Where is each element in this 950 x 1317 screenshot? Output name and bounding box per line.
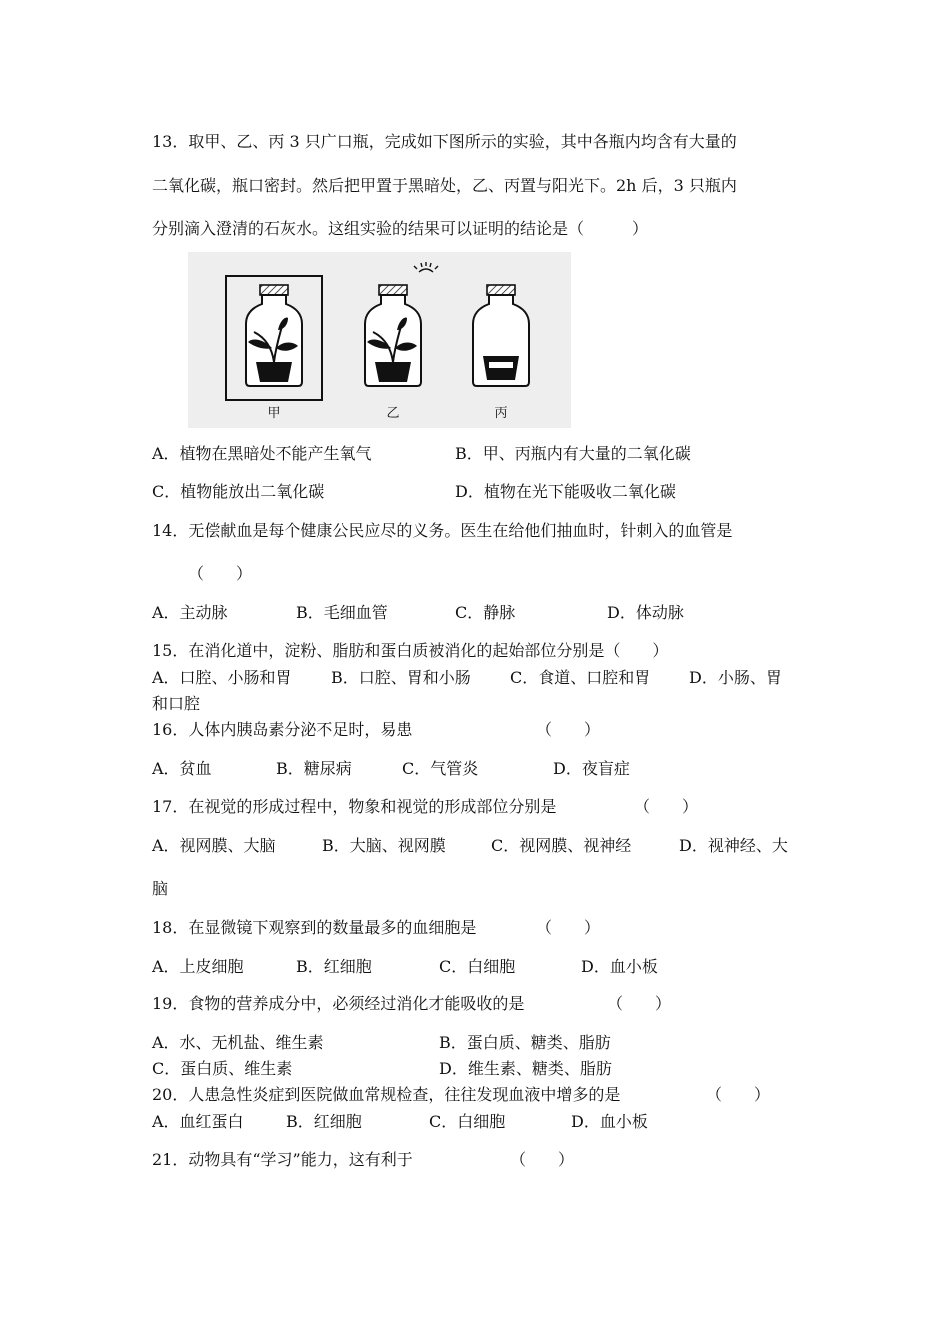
q13-option-b: B．甲、丙瓶内有大量的二氧化碳 bbox=[455, 444, 691, 463]
jar-bing bbox=[473, 285, 529, 386]
q21-answer-paren: （ ） bbox=[510, 1150, 575, 1169]
q14-option-b: B．毛细血管 bbox=[296, 603, 388, 622]
q15-option-c: C．食道、口腔和胃 bbox=[510, 668, 651, 687]
q18-option-b: B．红细胞 bbox=[296, 957, 372, 976]
q17-option-b: B．大脑、视网膜 bbox=[322, 836, 446, 855]
q21-stem-line1: 21．动物具有“学习”能力，这有利于 bbox=[152, 1150, 413, 1169]
q17-option-c: C．视网膜、视神经 bbox=[491, 836, 632, 855]
q17-option-d-cont: 脑 bbox=[152, 879, 169, 898]
q16-stem-line1: 16．人体内胰岛素分泌不足时，易患 bbox=[152, 720, 413, 739]
q18-option-d: D．血小板 bbox=[581, 957, 658, 976]
q13-option-c: C．植物能放出二氧化碳 bbox=[152, 482, 325, 501]
jar-yi bbox=[365, 285, 421, 386]
q13-stem-line1: 13．取甲、乙、丙 3 只广口瓶，完成如下图所示的实验，其中各瓶内均含有大量的 bbox=[152, 132, 737, 151]
q16-option-b: B．糖尿病 bbox=[276, 759, 352, 778]
q20-stem-line1: 20．人患急性炎症到医院做血常规检查，往往发现血液中增多的是 bbox=[152, 1085, 621, 1104]
q19-option-b: B．蛋白质、糖类、脂肪 bbox=[439, 1033, 611, 1052]
q19-option-c: C．蛋白质、维生素 bbox=[152, 1059, 293, 1078]
q14-option-c: C．静脉 bbox=[455, 603, 516, 622]
sun-icon bbox=[414, 262, 438, 272]
q18-option-c: C．白细胞 bbox=[439, 957, 516, 976]
q17-answer-paren: （ ） bbox=[634, 797, 699, 816]
q15-option-b: B．口腔、胃和小肠 bbox=[331, 668, 471, 687]
q19-option-a: A．水、无机盐、维生素 bbox=[152, 1033, 324, 1052]
q20-answer-paren: （ ） bbox=[706, 1085, 771, 1104]
label-jia: 甲 bbox=[267, 406, 281, 421]
q13-experiment-figure bbox=[188, 252, 571, 428]
q14-option-d: D．体动脉 bbox=[607, 603, 684, 622]
q19-answer-paren: （ ） bbox=[607, 994, 672, 1013]
q16-option-c: C．气管炎 bbox=[402, 759, 479, 778]
label-yi: 乙 bbox=[386, 406, 400, 421]
q15-option-d: D．小肠、胃 bbox=[689, 668, 782, 687]
q20-option-b: B．红细胞 bbox=[286, 1112, 362, 1131]
q19-option-d: D．维生素、糖类、脂肪 bbox=[439, 1059, 612, 1078]
q14-option-a: A．主动脉 bbox=[152, 603, 228, 622]
q14-stem-line1: 14．无偿献血是每个健康公民应尽的义务。医生在给他们抽血时，针刺入的血管是 bbox=[152, 521, 733, 540]
q13-option-a: A．植物在黑暗处不能产生氧气 bbox=[152, 444, 372, 463]
q17-stem-line1: 17．在视觉的形成过程中，物象和视觉的形成部位分别是 bbox=[152, 797, 557, 816]
q20-option-a: A．血红蛋白 bbox=[152, 1112, 244, 1131]
q20-option-d: D．血小板 bbox=[571, 1112, 648, 1131]
q18-answer-paren: （ ） bbox=[536, 918, 601, 937]
q15-stem-line1: 15．在消化道中，淀粉、脂肪和蛋白质被消化的起始部位分别是（ ） bbox=[152, 641, 669, 660]
q17-option-a: A．视网膜、大脑 bbox=[152, 836, 276, 855]
q13-stem-line2: 二氧化碳，瓶口密封。然后把甲置于黑暗处，乙、丙置与阳光下。2h 后，3 只瓶内 bbox=[152, 176, 737, 195]
q17-option-d: D．视神经、大 bbox=[679, 836, 788, 855]
q15-option-a: A．口腔、小肠和胃 bbox=[152, 668, 292, 687]
jar-jia bbox=[246, 285, 302, 386]
q16-option-d: D．夜盲症 bbox=[553, 759, 630, 778]
q16-answer-paren: （ ） bbox=[536, 720, 601, 739]
q15-option-d-cont: 和口腔 bbox=[152, 694, 201, 713]
q14-answer-paren: （ ） bbox=[188, 564, 253, 583]
q13-stem-line3: 分别滴入澄清的石灰水。这组实验的结果可以证明的结论是（ ） bbox=[152, 219, 649, 238]
q20-option-c: C．白细胞 bbox=[429, 1112, 506, 1131]
label-bing: 丙 bbox=[494, 406, 508, 421]
q18-option-a: A．上皮细胞 bbox=[152, 957, 244, 976]
q19-stem-line1: 19．食物的营养成分中，必须经过消化才能吸收的是 bbox=[152, 994, 525, 1013]
q18-stem-line1: 18．在显微镜下观察到的数量最多的血细胞是 bbox=[152, 918, 477, 937]
q13-option-d: D．植物在光下能吸收二氧化碳 bbox=[455, 482, 676, 501]
q16-option-a: A．贫血 bbox=[152, 759, 212, 778]
